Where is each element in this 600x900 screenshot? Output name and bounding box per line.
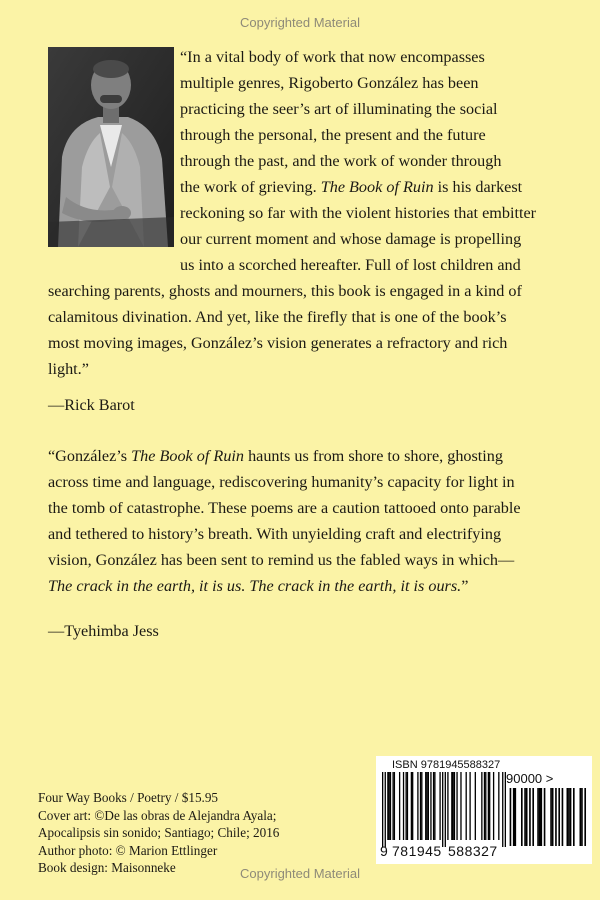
quote-line: through the past, and the work of wonder through bbox=[180, 152, 502, 170]
ean-digits bbox=[380, 843, 504, 859]
barcode-bar bbox=[537, 788, 539, 846]
barcode-bar bbox=[510, 788, 512, 846]
quote-line bbox=[48, 174, 558, 200]
barcode-bar bbox=[447, 772, 448, 840]
quote-line: our current moment and whose damage is propelling bbox=[180, 230, 522, 248]
barcode-bar bbox=[433, 772, 434, 840]
quote-line: multiple genres, Rigoberto González has been bbox=[180, 74, 479, 92]
quote-line: most moving images, González’s vision generates a refractory and rich bbox=[48, 334, 508, 352]
barcode-bar bbox=[382, 772, 383, 847]
barcode-bar bbox=[505, 772, 506, 847]
quote-line bbox=[48, 443, 558, 469]
barcode-bar bbox=[489, 772, 490, 840]
barcode-bar bbox=[426, 772, 427, 840]
praise-quote-jess bbox=[48, 443, 558, 599]
barcode-bar bbox=[524, 788, 526, 846]
barcode-bar bbox=[493, 772, 494, 840]
isbn-label: ISBN 9781945588327 bbox=[392, 759, 501, 771]
barcode-bar bbox=[568, 788, 570, 846]
barcode-bar bbox=[580, 788, 582, 846]
barcode-bar bbox=[394, 772, 395, 840]
barcode-bar bbox=[417, 772, 418, 840]
barcode-bar bbox=[481, 772, 482, 840]
credit-line-publisher: Four Way Books / Poetry / $15.95 bbox=[38, 790, 219, 805]
quote-line: vision, González has been sent to remind us the fabled ways in which— bbox=[48, 551, 515, 569]
credit-line-cover-art-detail: Apocalipsis sin sonido; Santiago; Chile; 2016 bbox=[38, 825, 280, 841]
barcode-bar bbox=[399, 772, 400, 840]
quote-line: across time and language, rediscovering humanity’s capacity for light in bbox=[48, 473, 515, 491]
watermark-top: Copyrighted Material bbox=[240, 15, 360, 30]
credit-line-cover-art: Cover art: ©De las obras de Alejandra Ayala; bbox=[38, 807, 277, 823]
barcode-bar bbox=[521, 788, 523, 846]
barcode-bar bbox=[498, 772, 499, 840]
barcode-bar bbox=[421, 772, 422, 840]
book-title: The Book of Ruin bbox=[320, 178, 434, 196]
barcode-bar bbox=[466, 772, 467, 840]
barcode-bar bbox=[439, 772, 440, 840]
quote-line: and tethered to history’s breath. With unyielding craft and electrifying bbox=[48, 525, 502, 543]
barcode-bar bbox=[573, 788, 575, 846]
barcode-bar bbox=[550, 788, 552, 846]
quote-line: reckoning so far with the violent histories that embitter bbox=[180, 204, 537, 222]
barcode-bar bbox=[428, 772, 429, 840]
barcode-bar bbox=[552, 788, 554, 846]
credit-line-author-photo: Author photo: © Marion Ettlinger bbox=[38, 842, 218, 858]
barcode-bar bbox=[420, 772, 421, 840]
barcode-bar bbox=[484, 772, 485, 840]
barcode-bar bbox=[405, 772, 406, 840]
barcode-bar bbox=[529, 788, 531, 846]
publisher-credits bbox=[38, 789, 279, 877]
ean-barcode-bars bbox=[382, 772, 506, 848]
barcode-bar bbox=[403, 772, 404, 840]
barcode-bar bbox=[515, 788, 517, 846]
barcode-bar bbox=[385, 772, 386, 847]
barcode-bar bbox=[451, 772, 452, 840]
praise-quote-barot bbox=[48, 44, 558, 382]
barcode-bar bbox=[555, 788, 557, 846]
credit-line-book-design: Book design: Maisonneke bbox=[38, 860, 176, 876]
ean-left-group: 781945 bbox=[392, 843, 442, 859]
barcode-bar bbox=[425, 772, 426, 840]
barcode-bar bbox=[434, 772, 435, 840]
isbn-barcode bbox=[376, 756, 592, 864]
attribution-barot: —Rick Barot bbox=[48, 396, 135, 414]
quote-line: light.” bbox=[48, 360, 89, 378]
barcode-bar bbox=[452, 772, 453, 840]
watermark-bottom: Copyrighted Material bbox=[240, 866, 360, 881]
barcode-bar bbox=[475, 772, 476, 840]
quote-line bbox=[48, 573, 558, 599]
barcode-bar bbox=[584, 788, 586, 846]
addon-barcode-bars bbox=[508, 788, 588, 848]
barcode-bar bbox=[454, 772, 455, 840]
barcode-bar bbox=[392, 772, 393, 840]
barcode-bar bbox=[513, 788, 515, 846]
book-title: The Book of Ruin bbox=[131, 447, 245, 465]
attribution-jess: —Tyehimba Jess bbox=[48, 622, 159, 640]
barcode-bar bbox=[389, 772, 390, 840]
barcode-bar bbox=[562, 788, 564, 846]
barcode-bar bbox=[526, 788, 528, 846]
ean-right-group: 588327 bbox=[448, 843, 498, 859]
barcode-bar bbox=[567, 788, 569, 846]
quote-line: practicing the seer’s art of illuminating the social bbox=[180, 100, 498, 118]
quote-line: the tomb of catastrophe. These poems are a caution tattooed onto parable bbox=[48, 499, 521, 517]
quote-line-text: the work of grieving. bbox=[180, 178, 321, 196]
price-code: 90000 > bbox=[506, 771, 554, 786]
barcode-bar bbox=[502, 772, 503, 847]
barcode-bar bbox=[445, 772, 446, 847]
barcode-bar bbox=[442, 772, 443, 847]
barcode-bar bbox=[411, 772, 412, 840]
quote-line-text: haunts us from shore to shore, ghosting bbox=[244, 447, 503, 465]
quote-line-text: “González’s bbox=[48, 447, 132, 465]
barcode-bar bbox=[570, 788, 572, 846]
barcode-bar bbox=[456, 772, 457, 840]
barcode-bar bbox=[544, 788, 546, 846]
barcode-bar bbox=[581, 788, 583, 846]
barcode-bar bbox=[412, 772, 413, 840]
closing-italic-line: The crack in the earth, it is us. The crack in the earth, it is ours. bbox=[48, 577, 462, 595]
barcode-bar bbox=[407, 772, 408, 840]
quote-line-text: is his darkest bbox=[433, 178, 523, 196]
barcode-bar bbox=[430, 772, 431, 840]
barcode-bar bbox=[488, 772, 489, 840]
ean-first-digit: 9 bbox=[380, 843, 388, 859]
barcode-bar bbox=[460, 772, 461, 840]
quote-line: us into a scorched hereafter. Full of lost children and bbox=[180, 256, 521, 274]
barcode-bar bbox=[541, 788, 543, 846]
barcode-bar bbox=[532, 788, 534, 846]
quote-line: through the personal, the present and the future bbox=[180, 126, 486, 144]
barcode-bar bbox=[469, 772, 470, 840]
quote-line: calamitous divination. And yet, like the firefly that is one of the book’s bbox=[48, 308, 507, 326]
barcode-bar bbox=[558, 788, 560, 846]
quote-line: “In a vital body of work that now encompasses bbox=[180, 48, 485, 66]
quote-line: searching parents, ghosts and mourners, this book is engaged in a kind of bbox=[48, 282, 522, 300]
barcode-bar bbox=[539, 788, 541, 846]
closing-quote-mark: ” bbox=[461, 577, 469, 595]
barcode-bar bbox=[485, 772, 486, 840]
barcode-bar bbox=[390, 772, 391, 840]
barcode-bar bbox=[387, 772, 388, 840]
